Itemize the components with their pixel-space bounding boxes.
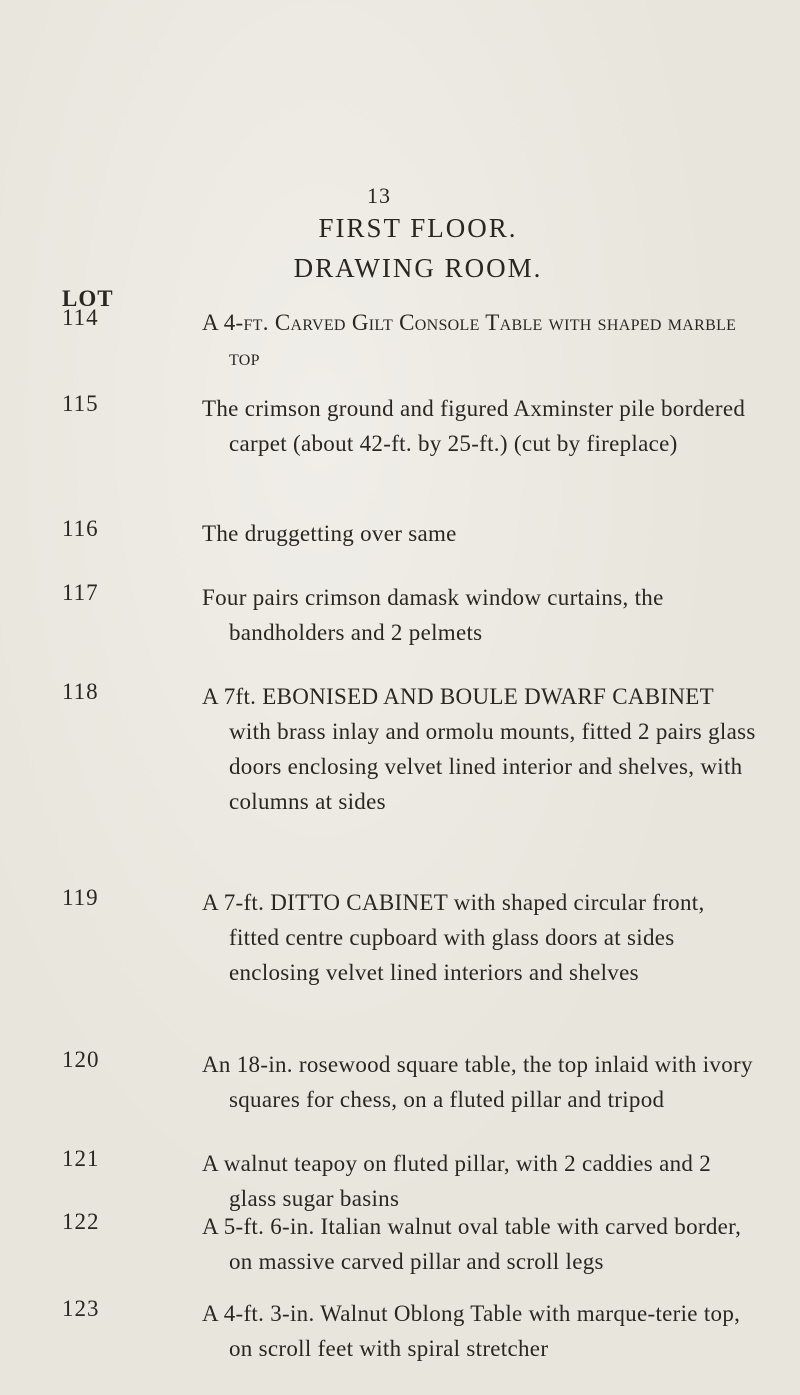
lot-description: Four pairs crimson damask window curtains, the bandholders and 2 pelmets xyxy=(202,585,664,645)
lot-description: The crimson ground and figured Axminster pile bordered carpet (about 42-ft. by 25-ft.) (cut by fireplace) xyxy=(202,396,746,456)
lot-description: A 7ft. EBONISED AND BOULE DWARF CABINET with brass inlay and ormolu mounts, fitted 2 pairs glass doors enclosing velvet lined interior and shelves, with columns at sides xyxy=(202,684,756,814)
floor-heading: FIRST FLOOR. xyxy=(318,213,518,243)
lot-number: 122 xyxy=(62,1209,100,1234)
lot-description: An 18-in. rosewood square table, the top inlaid with ivory squares for chess, on a fluted pillar and tripod xyxy=(202,1052,753,1112)
lot-description: A 4-ft. Carved Gilt Console Table with shaped marble top xyxy=(202,310,737,370)
lot-number: 117 xyxy=(62,580,99,605)
lot-description: The druggetting over same xyxy=(202,521,457,546)
room-heading: DRAWING ROOM. xyxy=(293,253,543,283)
lot-description: A walnut teapoy on fluted pillar, with 2 caddies and 2 glass sugar basins xyxy=(202,1151,712,1211)
lot-number: 120 xyxy=(62,1047,100,1072)
lot-number: 121 xyxy=(62,1146,100,1171)
lot-number: 119 xyxy=(62,885,99,910)
lot-description: A 7-ft. DITTO CABINET with shaped circular front, fitted centre cupboard with glass doors at sides enclosing velvet lined interiors and shelves xyxy=(202,890,705,985)
lot-number: 116 xyxy=(62,516,99,541)
lot-description: A 5-ft. 6-in. Italian walnut oval table with carved border, on massive carved pillar and scroll legs xyxy=(202,1214,742,1274)
lot-description: A 4-ft. 3-in. Walnut Oblong Table with marque-terie top, on scroll feet with spiral stretcher xyxy=(202,1301,741,1361)
lot-number: 115 xyxy=(62,391,99,416)
lot-number: 123 xyxy=(62,1296,100,1321)
page-number: 13 xyxy=(367,183,391,208)
lot-number: 114 xyxy=(62,305,99,330)
lot-number: 118 xyxy=(62,679,99,704)
lot-column-header: LOT xyxy=(62,286,114,311)
